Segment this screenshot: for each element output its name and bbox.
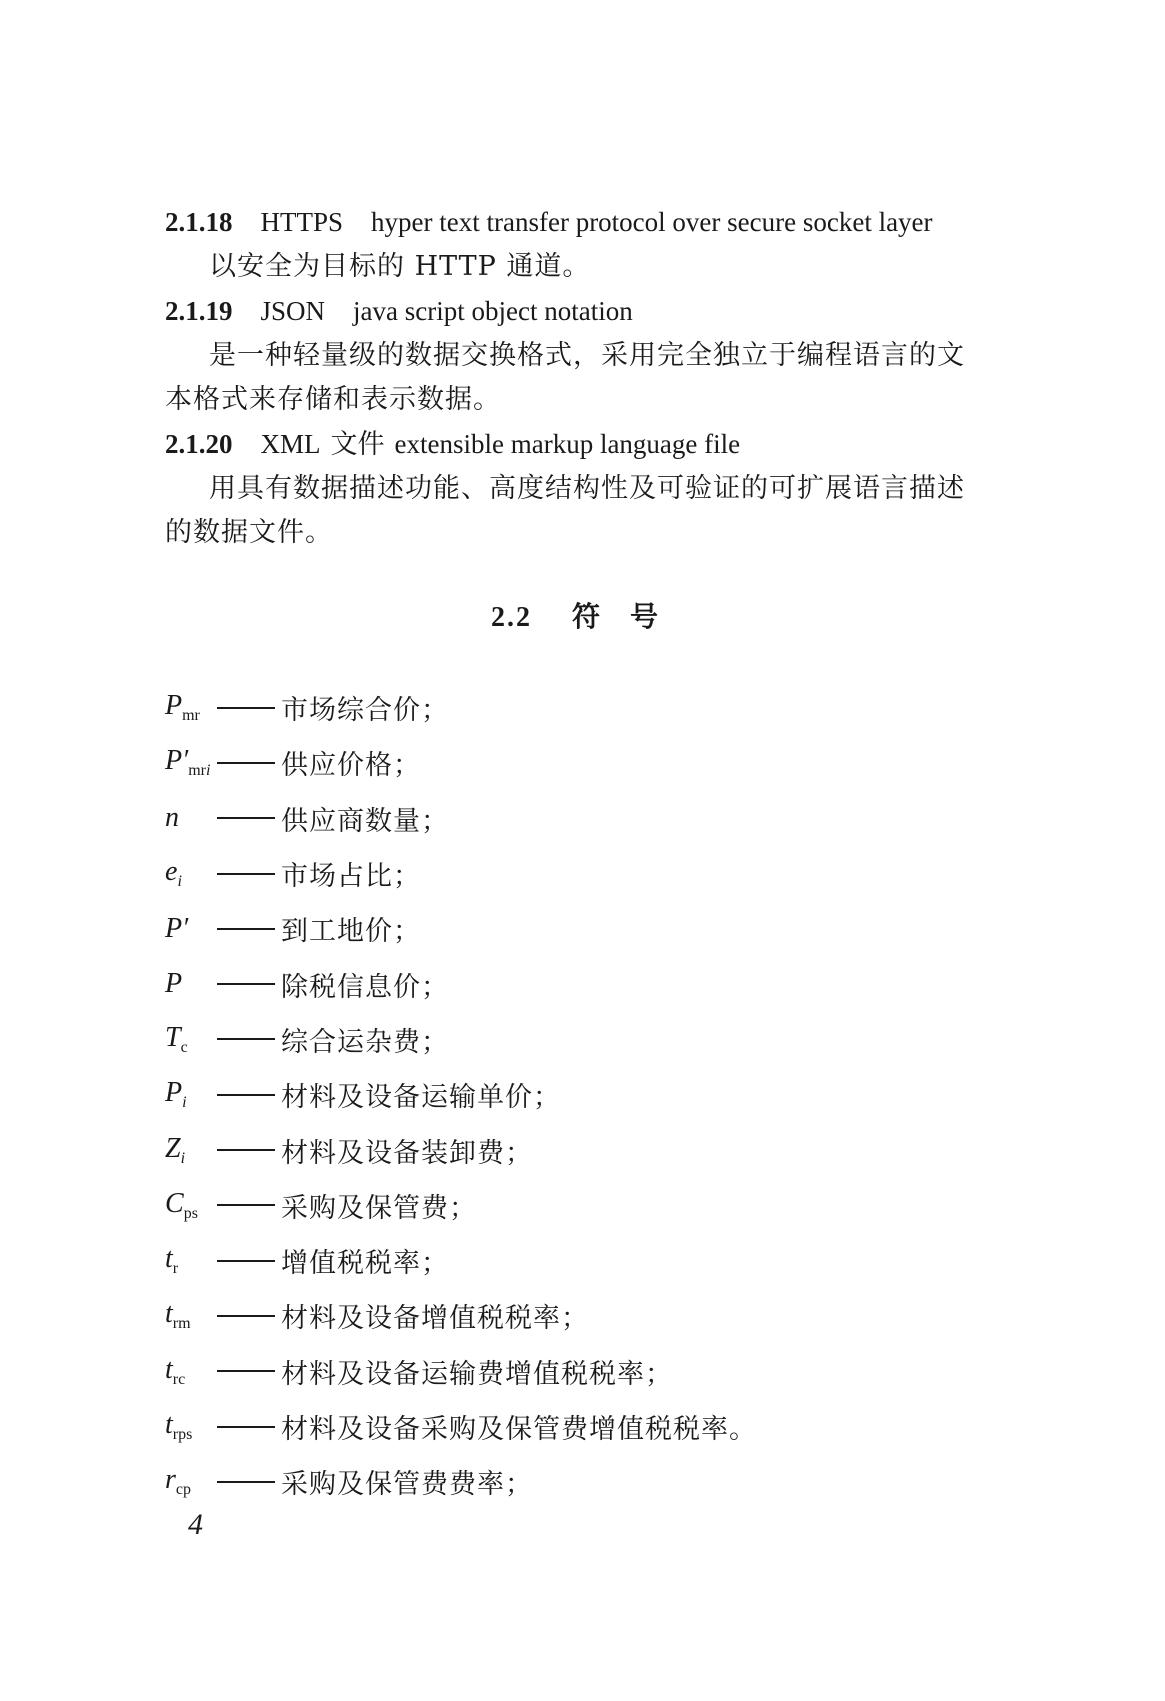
symbol-description: 材料及设备增值税税率； (281, 1303, 589, 1335)
symbol-description: 采购及保管费费率； (281, 1469, 533, 1501)
subscript-text: rc (172, 1370, 186, 1388)
symbol-base: t (165, 1353, 173, 1385)
symbol-base: Z (165, 1132, 181, 1164)
symbol (165, 1133, 217, 1168)
em-dash-separator (217, 1094, 275, 1096)
subscript-text: mr (188, 762, 207, 780)
symbol-description: 采购及保管费； (281, 1192, 477, 1224)
subscript-text: ps (183, 1204, 198, 1222)
term-definition-line: 的数据文件。 (165, 517, 333, 548)
symbol-subscript (173, 1426, 193, 1443)
symbol-base: P (165, 745, 183, 777)
em-dash-separator (217, 1260, 275, 1262)
term-abbreviation: HTTPS (260, 207, 344, 237)
em-dash-separator (217, 1481, 275, 1483)
symbol-base: T (165, 1021, 181, 1053)
term-full-name: hyper text transfer protocol over secure socket layer (371, 207, 933, 237)
symbol-base: r (165, 1464, 176, 1496)
symbol-base: t (165, 1409, 173, 1440)
symbol (165, 1188, 217, 1223)
term-number: 2.1.20 (165, 429, 233, 459)
subscript-text: c (180, 1038, 188, 1056)
symbol (165, 856, 217, 891)
subscript-italic-text: i (206, 762, 211, 780)
em-dash-separator (217, 873, 275, 875)
em-dash-separator (217, 983, 275, 985)
symbol-description: 供应价格； (281, 750, 421, 782)
symbol-subscript (173, 1315, 191, 1332)
symbol-description: 材料及设备采购及保管费增值税税率。 (281, 1414, 757, 1445)
subscript-italic-text: i (182, 1094, 187, 1112)
subscript-text: mr (182, 707, 200, 725)
term-definition-line: 是一种轻量级的数据交换格式，采用完全独立于编程语言的文 (209, 340, 965, 371)
term-number: 2.1.18 (165, 207, 233, 237)
symbol-row (165, 901, 1000, 956)
symbol-subscript (176, 1481, 191, 1498)
term-number: 2.1.19 (165, 296, 233, 326)
term-full-name: java script object notation (353, 296, 633, 326)
em-dash-separator (217, 762, 275, 764)
symbol (165, 802, 217, 834)
symbol-subscript (181, 1150, 185, 1167)
symbol-base: n (165, 802, 179, 834)
symbol-row (165, 956, 1000, 1011)
term-heading (165, 422, 1000, 467)
em-dash-separator (217, 1315, 275, 1317)
symbol-row (165, 1288, 1000, 1343)
symbol-list (165, 680, 1000, 1509)
symbol-subscript (173, 1260, 178, 1277)
symbol-row (165, 1233, 1000, 1288)
symbol-description: 除税信息价； (281, 971, 449, 1003)
symbol-subscript (181, 1039, 188, 1056)
em-dash-separator (217, 1204, 275, 1206)
subscript-text: cp (175, 1481, 192, 1499)
em-dash-separator (217, 928, 275, 930)
term-definition-line: 用具有数据描述功能、高度结构性及可验证的可扩展语言描述 (209, 473, 965, 504)
symbol-description: 材料及设备装卸费； (281, 1137, 533, 1169)
page-content (165, 200, 1000, 1509)
section-title-char: 符 (571, 600, 602, 633)
term-full-name: extensible markup language file (394, 429, 741, 459)
subscript-italic-text: i (177, 873, 182, 891)
em-dash-separator (217, 707, 275, 709)
subscript-text: r (172, 1260, 179, 1278)
symbol-row (165, 846, 1000, 901)
section-title-char: 号 (630, 600, 661, 633)
symbol (165, 1409, 217, 1444)
term-abbreviation: JSON (260, 296, 326, 326)
symbol (165, 1077, 217, 1112)
term-entry (165, 200, 1000, 289)
symbol-row (165, 680, 1000, 735)
symbol-row (165, 791, 1000, 846)
em-dash-separator (217, 1370, 275, 1372)
em-dash-separator (217, 1149, 275, 1151)
symbol-row (165, 1178, 1000, 1233)
symbol-subscript (184, 1205, 198, 1222)
em-dash-separator (217, 1426, 275, 1428)
term-chinese-name: 文件 (330, 429, 385, 460)
symbol-base: P (165, 968, 183, 1000)
subscript-text: rps (172, 1426, 193, 1443)
em-dash-separator (217, 817, 275, 819)
symbol-base: t (165, 1298, 173, 1330)
symbol-row (165, 1454, 1000, 1509)
symbol-description: 供应商数量； (281, 805, 449, 837)
symbol-description: 材料及设备运输费增值税税率； (281, 1358, 673, 1390)
symbol-description: 市场占比； (281, 861, 421, 893)
symbol-prime: ′ (182, 745, 189, 777)
symbol-base: P (165, 690, 183, 722)
symbol-description: 材料及设备运输单价； (281, 1082, 561, 1114)
symbol-subscript (188, 762, 210, 779)
term-definition-line: 以安全为目标的 HTTP 通道。 (209, 251, 591, 282)
symbol (165, 1464, 217, 1499)
symbol (165, 1243, 217, 1278)
symbol-description: 综合运杂费； (281, 1026, 449, 1058)
subscript-text: rm (172, 1315, 191, 1333)
term-heading (165, 289, 1000, 334)
em-dash-separator (217, 1038, 275, 1040)
symbol-description: 市场综合价； (281, 695, 449, 727)
symbol-prime: ′ (182, 912, 189, 944)
symbol (165, 690, 217, 725)
symbol-description: 到工地价； (281, 916, 421, 948)
symbol (165, 1354, 217, 1389)
symbol (165, 1298, 217, 1333)
symbol-description: 增值税税率； (281, 1248, 449, 1280)
term-entry (165, 422, 1000, 555)
symbol-subscript (182, 707, 200, 724)
symbol-subscript (182, 1094, 186, 1111)
symbol (165, 968, 217, 1000)
symbol-row (165, 1399, 1000, 1454)
symbol (165, 913, 217, 945)
subscript-italic-text: i (180, 1149, 186, 1167)
symbol (165, 745, 217, 780)
symbol-row (165, 1067, 1000, 1122)
symbol-row (165, 735, 1000, 790)
term-definition-line: 本格式来存储和表示数据。 (165, 384, 501, 415)
symbol-subscript (177, 873, 181, 890)
symbol-row (165, 1122, 1000, 1177)
term-entry (165, 289, 1000, 422)
symbol-row (165, 1344, 1000, 1399)
section-number: 2.2 (490, 602, 532, 633)
symbol-row (165, 1012, 1000, 1067)
term-abbreviation: XML (260, 429, 321, 459)
symbol-base: e (165, 856, 178, 888)
symbol (165, 1022, 217, 1057)
term-heading (165, 200, 1000, 245)
symbol-base: P (165, 1077, 183, 1109)
page-number: 4 (188, 1508, 203, 1541)
symbol-base: C (165, 1187, 184, 1219)
symbol-base: t (165, 1243, 173, 1275)
section-heading (165, 595, 1000, 640)
symbol-base: P (165, 912, 183, 944)
symbol-subscript (173, 1371, 185, 1388)
